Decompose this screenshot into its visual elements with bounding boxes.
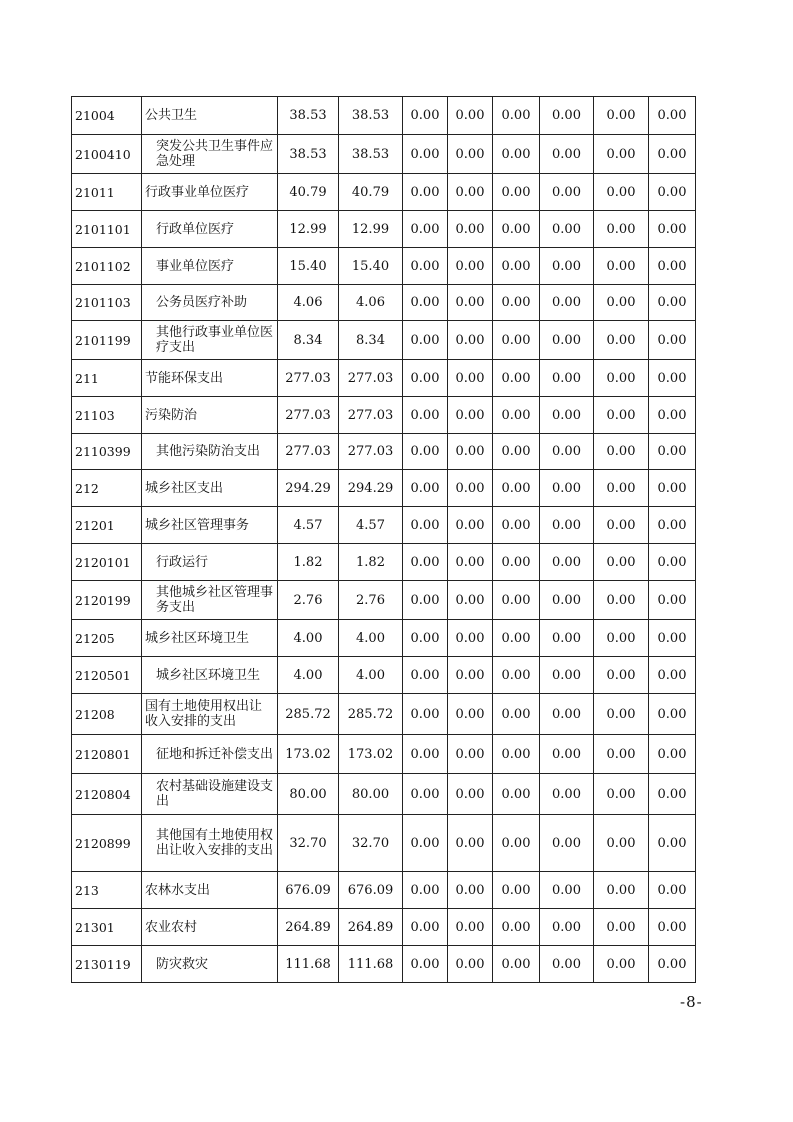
subject-name-cell: 公务员医疗补助	[142, 285, 278, 321]
amount-cell: 0.00	[448, 774, 493, 815]
amount-cell: 0.00	[594, 285, 649, 321]
amount-cell: 12.99	[339, 211, 403, 248]
subject-name-cell: 农村基础设施建设支出	[142, 774, 278, 815]
amount-cell: 0.00	[448, 544, 493, 581]
subject-name-cell: 城乡社区环境卫生	[142, 620, 278, 657]
amount-cell: 0.00	[649, 97, 696, 135]
amount-cell: 294.29	[339, 470, 403, 507]
subject-code-cell: 2120101	[72, 544, 142, 581]
table-row	[72, 657, 696, 694]
amount-cell: 0.00	[540, 434, 594, 470]
amount-cell: 0.00	[649, 507, 696, 544]
amount-cell: 0.00	[448, 620, 493, 657]
amount-cell: 0.00	[403, 174, 448, 211]
table-row	[72, 694, 696, 735]
amount-cell: 0.00	[649, 248, 696, 285]
amount-cell: 0.00	[540, 507, 594, 544]
subject-name-cell: 公共卫生	[142, 97, 278, 135]
amount-cell: 0.00	[649, 211, 696, 248]
amount-cell: 0.00	[493, 774, 540, 815]
amount-cell: 0.00	[403, 434, 448, 470]
table-row	[72, 581, 696, 620]
amount-cell: 0.00	[493, 507, 540, 544]
subject-name-cell: 其他国有土地使用权出让收入安排的支出	[142, 815, 278, 872]
amount-cell: 0.00	[403, 507, 448, 544]
amount-cell: 0.00	[649, 434, 696, 470]
amount-cell: 80.00	[339, 774, 403, 815]
amount-cell: 0.00	[493, 544, 540, 581]
amount-cell: 0.00	[649, 657, 696, 694]
amount-cell: 111.68	[339, 946, 403, 983]
amount-cell: 0.00	[594, 397, 649, 434]
amount-cell: 0.00	[540, 97, 594, 135]
amount-cell: 277.03	[278, 397, 339, 434]
amount-cell: 38.53	[339, 97, 403, 135]
subject-code-cell: 21004	[72, 97, 142, 135]
amount-cell: 0.00	[594, 174, 649, 211]
amount-cell: 4.57	[278, 507, 339, 544]
amount-cell: 0.00	[403, 657, 448, 694]
amount-cell: 2.76	[278, 581, 339, 620]
amount-cell: 0.00	[540, 211, 594, 248]
subject-code-cell: 21103	[72, 397, 142, 434]
amount-cell: 4.00	[339, 620, 403, 657]
subject-code-cell: 21201	[72, 507, 142, 544]
amount-cell: 0.00	[448, 360, 493, 397]
amount-cell: 0.00	[403, 620, 448, 657]
subject-code-cell: 21301	[72, 909, 142, 946]
table-row	[72, 507, 696, 544]
amount-cell: 0.00	[448, 657, 493, 694]
amount-cell: 0.00	[403, 248, 448, 285]
amount-cell: 676.09	[339, 872, 403, 909]
amount-cell: 0.00	[448, 248, 493, 285]
amount-cell: 0.00	[493, 248, 540, 285]
subject-name-cell: 农林水支出	[142, 872, 278, 909]
subject-code-cell: 213	[72, 872, 142, 909]
amount-cell: 0.00	[448, 909, 493, 946]
table-row	[72, 872, 696, 909]
amount-cell: 80.00	[278, 774, 339, 815]
amount-cell: 0.00	[540, 248, 594, 285]
subject-code-cell: 212	[72, 470, 142, 507]
subject-code-cell: 2120804	[72, 774, 142, 815]
table-row	[72, 774, 696, 815]
subject-name-cell: 城乡社区支出	[142, 470, 278, 507]
subject-code-cell: 2120899	[72, 815, 142, 872]
amount-cell: 0.00	[493, 135, 540, 174]
subject-code-cell: 2101199	[72, 321, 142, 360]
amount-cell: 0.00	[403, 285, 448, 321]
amount-cell: 15.40	[339, 248, 403, 285]
amount-cell: 285.72	[339, 694, 403, 735]
amount-cell: 0.00	[403, 135, 448, 174]
table-row	[72, 815, 696, 872]
subject-name-cell: 其他污染防治支出	[142, 434, 278, 470]
amount-cell: 0.00	[540, 174, 594, 211]
subject-name-cell: 其他城乡社区管理事务支出	[142, 581, 278, 620]
amount-cell: 0.00	[448, 321, 493, 360]
amount-cell: 0.00	[493, 735, 540, 774]
amount-cell: 0.00	[594, 321, 649, 360]
amount-cell: 0.00	[649, 774, 696, 815]
amount-cell: 32.70	[278, 815, 339, 872]
subject-code-cell: 2110399	[72, 434, 142, 470]
subject-name-cell: 防灾救灾	[142, 946, 278, 983]
table-row	[72, 397, 696, 434]
amount-cell: 0.00	[403, 694, 448, 735]
amount-cell: 0.00	[493, 321, 540, 360]
amount-cell: 277.03	[278, 434, 339, 470]
amount-cell: 0.00	[540, 285, 594, 321]
amount-cell: 0.00	[493, 360, 540, 397]
amount-cell: 38.53	[278, 97, 339, 135]
table-row	[72, 470, 696, 507]
amount-cell: 0.00	[493, 211, 540, 248]
amount-cell: 111.68	[278, 946, 339, 983]
amount-cell: 0.00	[540, 657, 594, 694]
table-body	[72, 97, 696, 983]
amount-cell: 32.70	[339, 815, 403, 872]
amount-cell: 0.00	[649, 174, 696, 211]
subject-name-cell: 行政事业单位医疗	[142, 174, 278, 211]
subject-name-cell: 城乡社区管理事务	[142, 507, 278, 544]
amount-cell: 0.00	[448, 97, 493, 135]
subject-name-cell: 征地和拆迁补偿支出	[142, 735, 278, 774]
table-row	[72, 321, 696, 360]
amount-cell: 0.00	[448, 946, 493, 983]
amount-cell: 0.00	[493, 620, 540, 657]
amount-cell: 38.53	[278, 135, 339, 174]
amount-cell: 0.00	[649, 946, 696, 983]
amount-cell: 277.03	[339, 434, 403, 470]
amount-cell: 1.82	[339, 544, 403, 581]
amount-cell: 0.00	[540, 815, 594, 872]
amount-cell: 0.00	[448, 735, 493, 774]
amount-cell: 277.03	[278, 360, 339, 397]
page-number: -8-	[680, 993, 703, 1011]
subject-code-cell: 2100410	[72, 135, 142, 174]
amount-cell: 4.06	[278, 285, 339, 321]
amount-cell: 0.00	[594, 507, 649, 544]
table-row	[72, 434, 696, 470]
amount-cell: 0.00	[493, 470, 540, 507]
subject-name-cell: 行政单位医疗	[142, 211, 278, 248]
amount-cell: 676.09	[278, 872, 339, 909]
amount-cell: 0.00	[649, 581, 696, 620]
amount-cell: 0.00	[594, 581, 649, 620]
subject-code-cell: 2101103	[72, 285, 142, 321]
amount-cell: 0.00	[649, 815, 696, 872]
amount-cell: 8.34	[278, 321, 339, 360]
amount-cell: 0.00	[448, 815, 493, 872]
subject-code-cell: 2101102	[72, 248, 142, 285]
amount-cell: 0.00	[649, 135, 696, 174]
subject-code-cell: 21205	[72, 620, 142, 657]
subject-name-cell: 事业单位医疗	[142, 248, 278, 285]
subject-code-cell: 2120801	[72, 735, 142, 774]
amount-cell: 0.00	[403, 946, 448, 983]
amount-cell: 0.00	[649, 397, 696, 434]
amount-cell: 4.00	[278, 620, 339, 657]
amount-cell: 0.00	[493, 694, 540, 735]
amount-cell: 0.00	[594, 434, 649, 470]
amount-cell: 0.00	[403, 397, 448, 434]
subject-name-cell: 农业农村	[142, 909, 278, 946]
amount-cell: 0.00	[403, 470, 448, 507]
amount-cell: 0.00	[540, 470, 594, 507]
amount-cell: 0.00	[594, 470, 649, 507]
amount-cell: 0.00	[594, 97, 649, 135]
amount-cell: 0.00	[403, 872, 448, 909]
amount-cell: 0.00	[649, 321, 696, 360]
amount-cell: 0.00	[594, 735, 649, 774]
amount-cell: 0.00	[403, 211, 448, 248]
table-row	[72, 135, 696, 174]
amount-cell: 294.29	[278, 470, 339, 507]
amount-cell: 0.00	[493, 97, 540, 135]
amount-cell: 0.00	[594, 360, 649, 397]
amount-cell: 0.00	[540, 909, 594, 946]
amount-cell: 0.00	[594, 135, 649, 174]
amount-cell: 0.00	[649, 872, 696, 909]
amount-cell: 0.00	[540, 946, 594, 983]
subject-name-cell: 突发公共卫生事件应急处理	[142, 135, 278, 174]
amount-cell: 0.00	[493, 285, 540, 321]
amount-cell: 0.00	[448, 285, 493, 321]
subject-code-cell: 2130119	[72, 946, 142, 983]
amount-cell: 38.53	[339, 135, 403, 174]
table-row	[72, 97, 696, 135]
amount-cell: 40.79	[339, 174, 403, 211]
amount-cell: 0.00	[403, 909, 448, 946]
amount-cell: 0.00	[594, 248, 649, 285]
amount-cell: 277.03	[339, 360, 403, 397]
amount-cell: 0.00	[540, 135, 594, 174]
amount-cell: 0.00	[594, 815, 649, 872]
amount-cell: 0.00	[594, 211, 649, 248]
subject-name-cell: 城乡社区环境卫生	[142, 657, 278, 694]
amount-cell: 1.82	[278, 544, 339, 581]
amount-cell: 0.00	[594, 909, 649, 946]
table-row	[72, 620, 696, 657]
amount-cell: 0.00	[594, 544, 649, 581]
budget-table	[71, 96, 696, 983]
subject-code-cell: 2120199	[72, 581, 142, 620]
amount-cell: 0.00	[403, 97, 448, 135]
amount-cell: 173.02	[339, 735, 403, 774]
amount-cell: 0.00	[448, 470, 493, 507]
subject-code-cell: 211	[72, 360, 142, 397]
amount-cell: 0.00	[448, 434, 493, 470]
amount-cell: 0.00	[448, 397, 493, 434]
amount-cell: 0.00	[493, 397, 540, 434]
subject-name-cell: 污染防治	[142, 397, 278, 434]
table-row	[72, 735, 696, 774]
amount-cell: 0.00	[649, 909, 696, 946]
subject-code-cell: 2120501	[72, 657, 142, 694]
subject-name-cell: 节能环保支出	[142, 360, 278, 397]
amount-cell: 0.00	[540, 321, 594, 360]
subject-code-cell: 2101101	[72, 211, 142, 248]
amount-cell: 0.00	[448, 581, 493, 620]
amount-cell: 0.00	[448, 507, 493, 544]
amount-cell: 0.00	[448, 135, 493, 174]
amount-cell: 0.00	[448, 694, 493, 735]
amount-cell: 0.00	[594, 872, 649, 909]
amount-cell: 0.00	[540, 360, 594, 397]
subject-name-cell: 国有土地使用权出让收入安排的支出	[142, 694, 278, 735]
table-row	[72, 285, 696, 321]
subject-name-cell: 其他行政事业单位医疗支出	[142, 321, 278, 360]
table-row	[72, 946, 696, 983]
amount-cell: 0.00	[540, 774, 594, 815]
amount-cell: 4.06	[339, 285, 403, 321]
amount-cell: 0.00	[540, 620, 594, 657]
amount-cell: 0.00	[403, 321, 448, 360]
amount-cell: 0.00	[594, 946, 649, 983]
amount-cell: 0.00	[403, 735, 448, 774]
amount-cell: 0.00	[540, 581, 594, 620]
amount-cell: 0.00	[540, 544, 594, 581]
amount-cell: 40.79	[278, 174, 339, 211]
amount-cell: 0.00	[594, 620, 649, 657]
amount-cell: 0.00	[540, 872, 594, 909]
amount-cell: 4.00	[278, 657, 339, 694]
subject-code-cell: 21011	[72, 174, 142, 211]
amount-cell: 264.89	[339, 909, 403, 946]
amount-cell: 8.34	[339, 321, 403, 360]
table-row	[72, 544, 696, 581]
table-row	[72, 248, 696, 285]
amount-cell: 0.00	[403, 360, 448, 397]
amount-cell: 0.00	[594, 657, 649, 694]
amount-cell: 0.00	[403, 774, 448, 815]
amount-cell: 12.99	[278, 211, 339, 248]
amount-cell: 15.40	[278, 248, 339, 285]
amount-cell: 0.00	[540, 694, 594, 735]
amount-cell: 4.00	[339, 657, 403, 694]
amount-cell: 0.00	[493, 815, 540, 872]
amount-cell: 0.00	[649, 544, 696, 581]
amount-cell: 0.00	[493, 872, 540, 909]
amount-cell: 0.00	[493, 657, 540, 694]
amount-cell: 0.00	[649, 470, 696, 507]
amount-cell: 2.76	[339, 581, 403, 620]
amount-cell: 264.89	[278, 909, 339, 946]
amount-cell: 0.00	[594, 774, 649, 815]
amount-cell: 0.00	[448, 872, 493, 909]
amount-cell: 0.00	[493, 174, 540, 211]
amount-cell: 0.00	[649, 360, 696, 397]
amount-cell: 285.72	[278, 694, 339, 735]
amount-cell: 0.00	[493, 581, 540, 620]
amount-cell: 0.00	[540, 735, 594, 774]
amount-cell: 0.00	[403, 544, 448, 581]
amount-cell: 0.00	[493, 946, 540, 983]
table-row	[72, 174, 696, 211]
amount-cell: 0.00	[403, 581, 448, 620]
amount-cell: 0.00	[649, 285, 696, 321]
amount-cell: 0.00	[493, 434, 540, 470]
amount-cell: 0.00	[493, 909, 540, 946]
amount-cell: 0.00	[448, 211, 493, 248]
amount-cell: 0.00	[594, 694, 649, 735]
amount-cell: 0.00	[649, 620, 696, 657]
subject-name-cell: 行政运行	[142, 544, 278, 581]
amount-cell: 4.57	[339, 507, 403, 544]
table-row	[72, 909, 696, 946]
amount-cell: 0.00	[649, 694, 696, 735]
amount-cell: 173.02	[278, 735, 339, 774]
amount-cell: 0.00	[540, 397, 594, 434]
subject-code-cell: 21208	[72, 694, 142, 735]
amount-cell: 0.00	[649, 735, 696, 774]
amount-cell: 0.00	[403, 815, 448, 872]
table-row	[72, 360, 696, 397]
amount-cell: 277.03	[339, 397, 403, 434]
table-row	[72, 211, 696, 248]
amount-cell: 0.00	[448, 174, 493, 211]
